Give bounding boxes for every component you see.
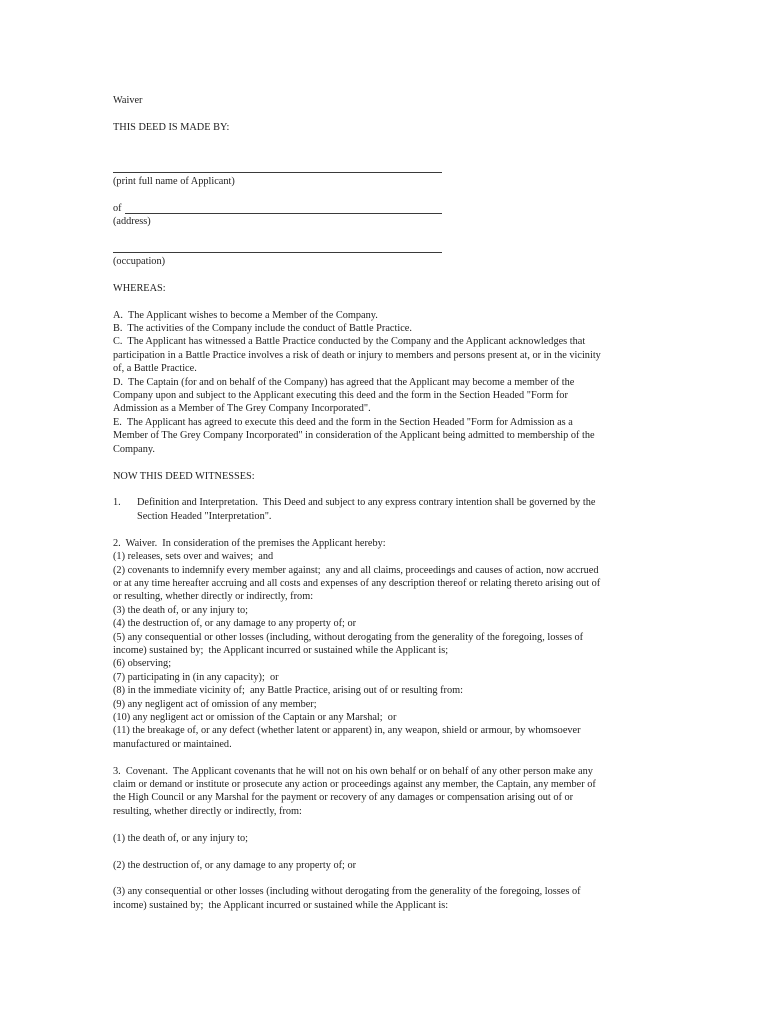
recital-line: Company upon and subject to the Applicant executing this deed and the form in the Section Headed "Form for bbox=[113, 390, 568, 401]
occupation-line[interactable] bbox=[113, 252, 442, 253]
clause-1-line: Section Headed "Interpretation". bbox=[137, 511, 272, 522]
document-title: Waiver bbox=[113, 95, 143, 106]
clause-3-line: claim or demand or institute or prosecute any action or proceedings against any member, the Captain, any member of bbox=[113, 779, 596, 790]
made-by-heading: THIS DEED IS MADE BY: bbox=[113, 122, 230, 133]
clause-3-line: 3. Covenant. The Applicant covenants that he will not on his own behalf or on behalf of any other person make any bbox=[113, 766, 593, 777]
clause-3-item: income) sustained by; the Applicant incurred or sustained while the Applicant is: bbox=[113, 900, 449, 911]
address-caption: (address) bbox=[113, 216, 151, 227]
clause-3-line: resulting, whether directly or indirectly, from: bbox=[113, 806, 302, 817]
recital-line: D. The Captain (for and on behalf of the Company) has agreed that the Applicant may become a member of the bbox=[113, 377, 575, 388]
witnesses-heading: NOW THIS DEED WITNESSES: bbox=[113, 471, 255, 482]
clause-2-line: (10) any negligent act or omission of the Captain or any Marshal; or bbox=[113, 712, 397, 723]
clause-2-line: (3) the death of, or any injury to; bbox=[113, 605, 248, 616]
clause-1-line: Definition and Interpretation. This Deed and subject to any express contrary intention shall be governed by the bbox=[137, 497, 596, 508]
recital-line: C. The Applicant has witnessed a Battle Practice conducted by the Company and the Applicant acknowledges that bbox=[113, 336, 586, 347]
of-label: of bbox=[113, 203, 122, 214]
clause-2-line: income) sustained by; the Applicant incurred or sustained while the Applicant is; bbox=[113, 645, 449, 656]
applicant-name-line[interactable] bbox=[113, 172, 442, 173]
clause-2-line: 2. Waiver. In consideration of the premises the Applicant hereby: bbox=[113, 538, 386, 549]
clause-2-line: (2) covenants to indemnify every member against; any and all claims, proceedings and causes of action, now accrued bbox=[113, 565, 599, 576]
clause-3-item: (3) any consequential or other losses (including without derogating from the generality of the foregoing, losses of bbox=[113, 886, 581, 897]
clause-2-line: or at any time hereafter accruing and all costs and expenses of any description thereof or relating thereto arising out of bbox=[113, 578, 601, 589]
recital-line: Company. bbox=[113, 444, 155, 455]
whereas-heading: WHEREAS: bbox=[113, 283, 166, 294]
occupation-caption: (occupation) bbox=[113, 256, 166, 267]
recital-line: E. The Applicant has agreed to execute this deed and the form in the Section Headed "Form for Admission as a bbox=[113, 417, 573, 428]
clause-2-line: (6) observing; bbox=[113, 658, 172, 669]
recital-line: Member of The Grey Company Incorporated" in consideration of the Applicant being admitted to membership of the bbox=[113, 430, 595, 441]
recital-line: Admission as a Member of The Grey Company Incorporated". bbox=[113, 403, 371, 414]
name-caption: (print full name of Applicant) bbox=[113, 176, 235, 187]
recital-line: B. The activities of the Company include the conduct of Battle Practice. bbox=[113, 323, 412, 334]
recital-line: of, a Battle Practice. bbox=[113, 363, 197, 374]
clause-3-item: (2) the destruction of, or any damage to any property of; or bbox=[113, 860, 357, 871]
clause-2-line: (1) releases, sets over and waives; and bbox=[113, 551, 274, 562]
clause-2-line: (4) the destruction of, or any damage to any property of; or bbox=[113, 618, 357, 629]
clause-2-line: (8) in the immediate vicinity of; any Battle Practice, arising out of or resulting from: bbox=[113, 685, 464, 696]
address-line[interactable] bbox=[125, 213, 442, 214]
clause-2-line: (7) participating in (in any capacity); or bbox=[113, 672, 279, 683]
clause-2-line: manufactured or maintained. bbox=[113, 739, 232, 750]
clause-3-item: (1) the death of, or any injury to; bbox=[113, 833, 248, 844]
clause-2-line: (5) any consequential or other losses (including, without derogating from the generality of the foregoing, losses of bbox=[113, 632, 584, 643]
recital-line: A. The Applicant wishes to become a Member of the Company. bbox=[113, 310, 378, 321]
clause-3-line: the High Council or any Marshal for the payment or recovery of any damages or compensation arising out of or bbox=[113, 792, 574, 803]
clause-2-line: (9) any negligent act of omission of any member; bbox=[113, 699, 317, 710]
clause-2-line: or resulting, whether directly or indirectly, from: bbox=[113, 591, 314, 602]
recital-line: participation in a Battle Practice involves a risk of death or injury to members and persons present at, or in the vicinity bbox=[113, 350, 601, 361]
clause-2-line: (11) the breakage of, or any defect (whether latent or apparent) in, any weapon, shield or armour, by whomsoever bbox=[113, 725, 581, 736]
clause-1-number: 1. bbox=[113, 497, 121, 508]
